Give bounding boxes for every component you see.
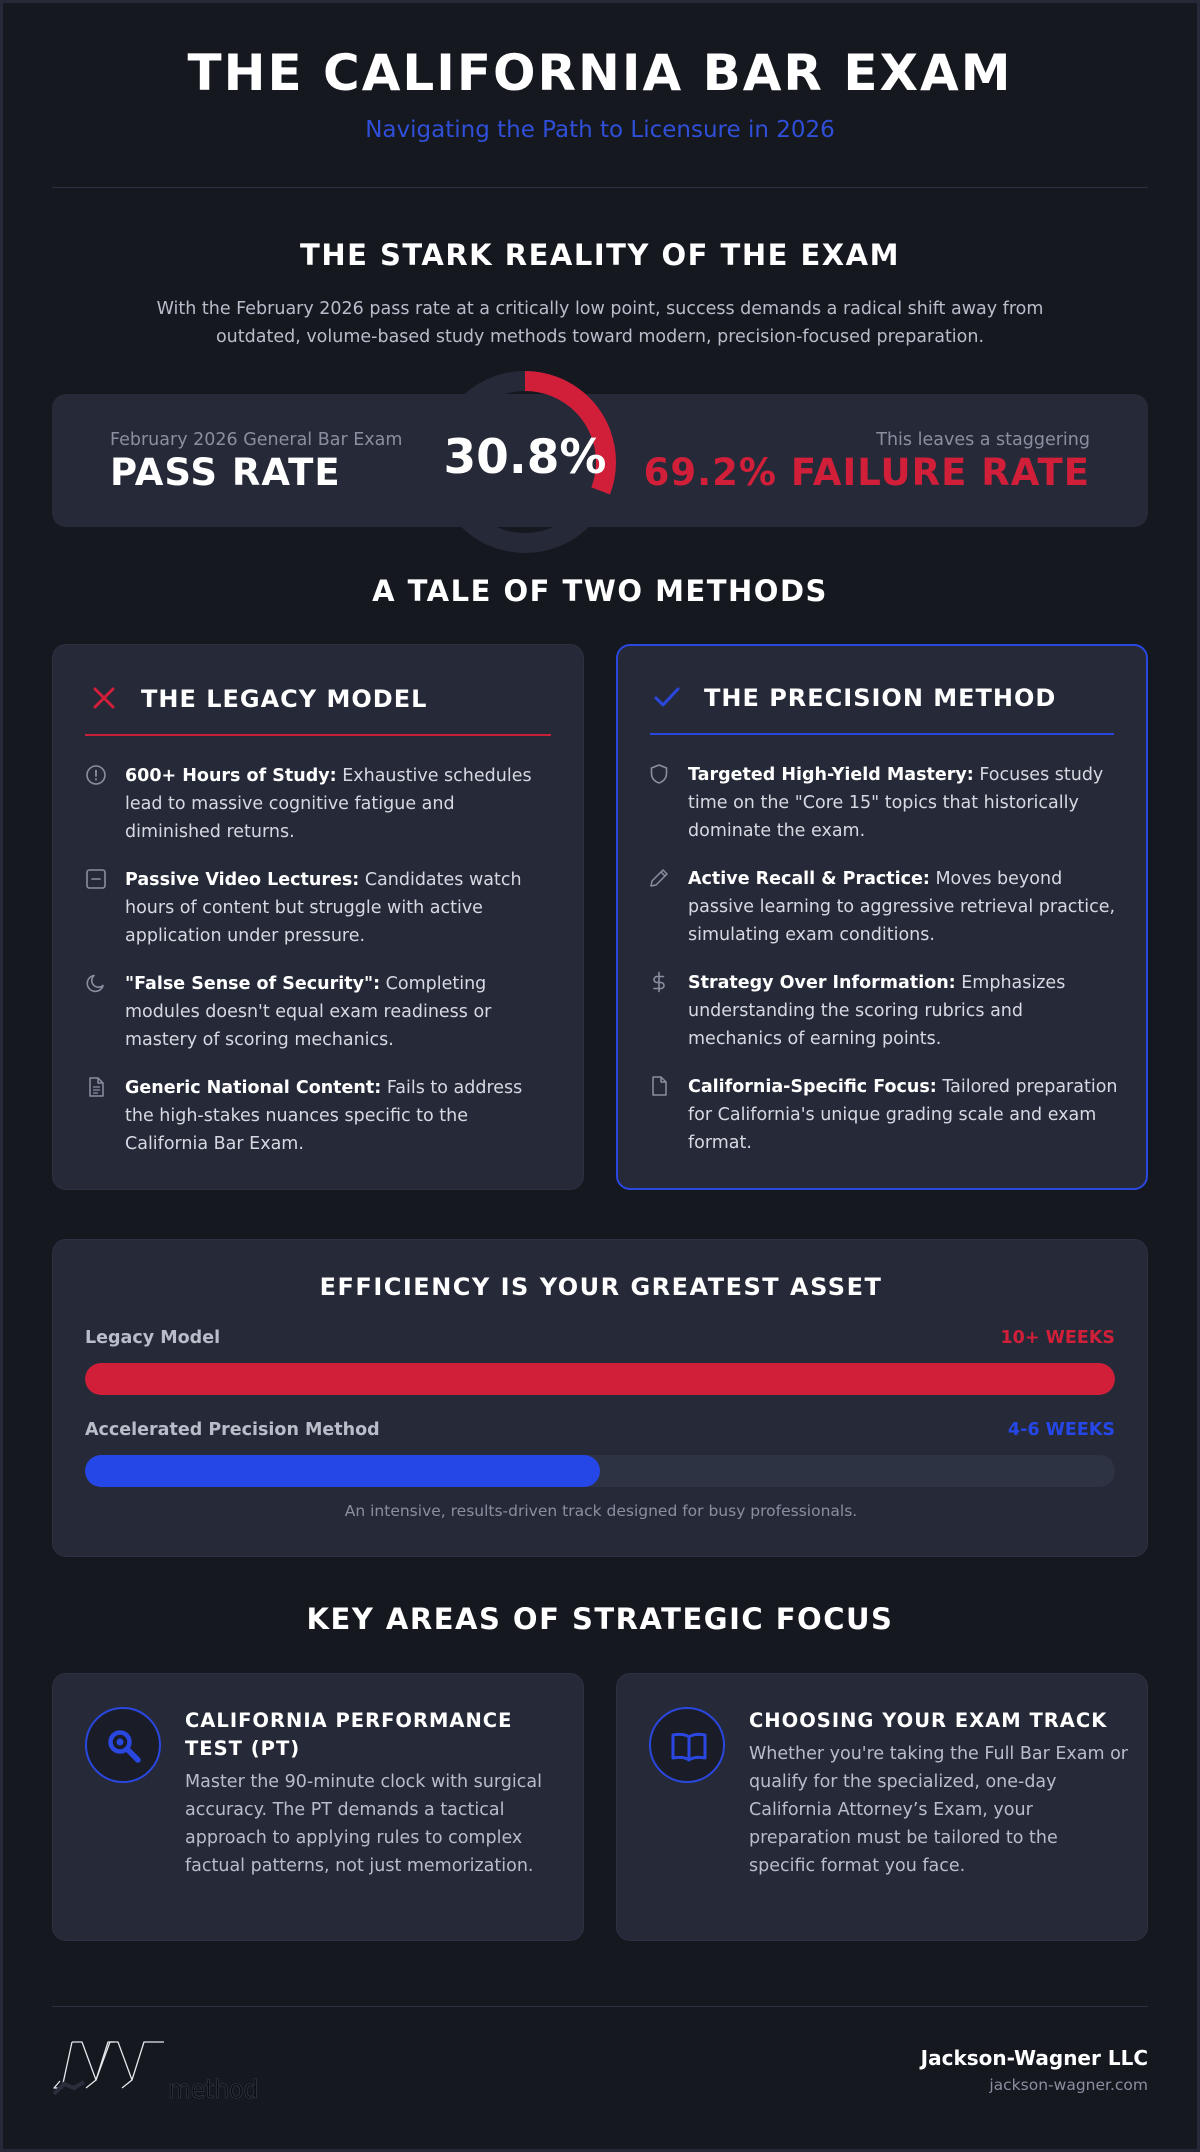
legacy-bar-fill xyxy=(85,1363,1115,1395)
checkmark-icon xyxy=(652,682,682,712)
company-logo xyxy=(52,2036,262,2106)
precision-item-text: Active Recall & Practice: Moves beyond passive learning to aggressive retrieval practice, simulating exam conditions. xyxy=(688,869,1116,945)
icon-badge xyxy=(85,1707,161,1783)
logo-wordmark: method xyxy=(168,2075,259,2105)
legacy-item-text: 600+ Hours of Study: Exhaustive schedules lead to massive cognitive fatigue and diminished returns. xyxy=(125,766,532,842)
performance-test-body: Master the 90-minute clock with surgical accuracy. The PT demands a tactical approach to applying rules to complex factual patterns, not just memorization. xyxy=(185,1772,542,1876)
page-title: THE CALIFORNIA BAR EXAM xyxy=(187,44,1013,102)
jw-monogram-icon xyxy=(54,2042,164,2088)
legacy-heading: THE LEGACY MODEL xyxy=(141,685,428,713)
legacy-bar-track xyxy=(85,1363,1115,1395)
efficiency-title: EFFICIENCY IS YOUR GREATEST ASSET xyxy=(319,1273,883,1301)
company-website[interactable]: jackson-wagner.com xyxy=(989,2076,1148,2094)
pass-rate-value: 30.8% xyxy=(443,430,607,485)
precision-divider xyxy=(650,733,1114,735)
efficiency-note: An intensive, results-driven track designed for busy professionals. xyxy=(344,1502,858,1520)
open-book-icon xyxy=(670,1728,708,1766)
x-icon xyxy=(89,683,119,713)
legacy-bar-label: Legacy Model xyxy=(85,1328,221,1348)
pencil-icon xyxy=(648,867,670,889)
exam-track-body: Whether you're taking the Full Bar Exam or qualify for the specialized, one-day California Attorney’s Exam, your preparation must be tailored to the specific format you face. xyxy=(749,1744,1128,1876)
alert-circle-icon xyxy=(85,764,107,786)
focus-section-title: KEY AREAS OF STRATEGIC FOCUS xyxy=(306,1602,894,1636)
legacy-divider xyxy=(85,734,551,736)
moon-icon xyxy=(85,972,107,994)
legacy-item-text: "False Sense of Security": Completing modules doesn't equal exam readiness or mastery of scoring mechanics. xyxy=(125,974,492,1050)
legacy-bar-value: 10+ WEEKS xyxy=(1000,1328,1115,1348)
failure-lead: This leaves a staggering xyxy=(876,430,1090,450)
legacy-item-text: Generic National Content: Fails to address the high-stakes nuances specific to the California Bar Exam. xyxy=(125,1078,523,1154)
legacy-model-card xyxy=(52,644,584,1190)
precision-item-text: Strategy Over Information: Emphasizes understanding the scoring rubrics and mechanics of earning points. xyxy=(688,973,1066,1049)
exam-track-title: CHOOSING YOUR EXAM TRACK xyxy=(749,1709,1108,1732)
precision-bar-fill xyxy=(85,1455,600,1487)
precision-item-text: Targeted High-Yield Mastery: Focuses study time on the "Core 15" topics that historically dominate the exam. xyxy=(688,765,1104,841)
performance-test-title: CALIFORNIA PERFORMANCE TEST (PT) xyxy=(185,1709,513,1760)
failure-rate: 69.2% FAILURE RATE xyxy=(643,451,1090,494)
header-divider xyxy=(52,187,1148,188)
company-name: Jackson-Wagner LLC xyxy=(920,2046,1148,2070)
precision-bar-value: 4-6 WEEKS xyxy=(1007,1420,1115,1440)
footer-divider xyxy=(52,2006,1148,2007)
exam-label: February 2026 General Bar Exam xyxy=(110,430,403,450)
minus-square-icon xyxy=(85,868,107,890)
dollar-icon xyxy=(648,971,670,993)
icon-badge xyxy=(649,1707,725,1783)
pass-rate-label: PASS RATE xyxy=(110,451,341,494)
precision-bar-label: Accelerated Precision Method xyxy=(85,1420,380,1440)
methods-section-title: A TALE OF TWO METHODS xyxy=(372,574,828,608)
shield-icon xyxy=(648,763,670,785)
page-subtitle: Navigating the Path to Licensure in 2026 xyxy=(365,117,835,143)
reality-intro: With the February 2026 pass rate at a critically low point, success demands a radical shift away from outdated, volume-based study methods toward modern, precision-focused preparation. xyxy=(156,299,1044,347)
legacy-item-text: Passive Video Lectures: Candidates watch hours of content but struggle with active application under pressure. xyxy=(125,870,522,946)
magnifier-icon xyxy=(106,1728,144,1766)
efficiency-card xyxy=(52,1239,1148,1557)
exam-track-card xyxy=(616,1673,1148,1941)
document-icon xyxy=(85,1076,107,1098)
precision-heading: THE PRECISION METHOD xyxy=(704,684,1057,712)
performance-test-card xyxy=(52,1673,584,1941)
precision-bar-track xyxy=(85,1455,1115,1487)
reality-section-title: THE STARK REALITY OF THE EXAM xyxy=(300,238,900,272)
file-icon xyxy=(648,1075,670,1097)
precision-method-card xyxy=(616,644,1148,1190)
precision-item-text: California-Specific Focus: Tailored preparation for California's unique grading scale and exam format. xyxy=(688,1077,1118,1153)
